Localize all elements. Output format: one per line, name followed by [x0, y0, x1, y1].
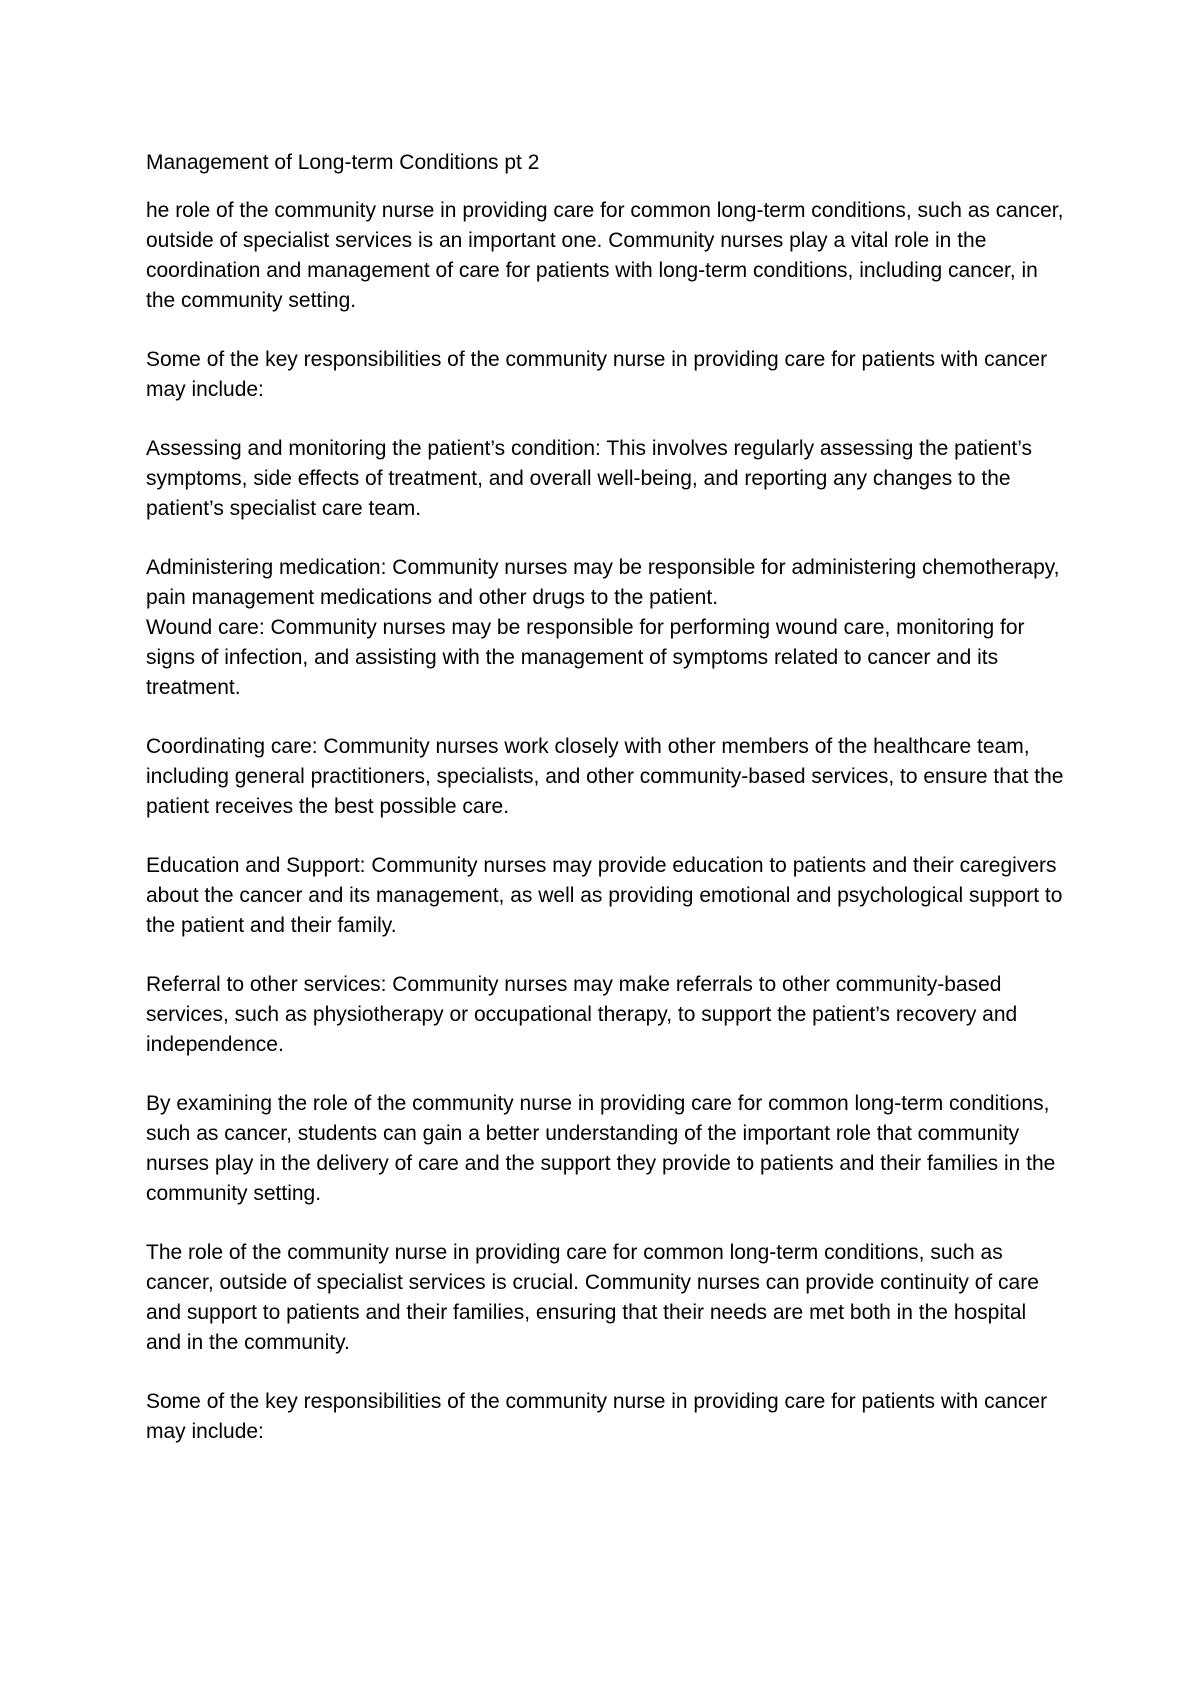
paragraph-administering-medication: Administering medication: Community nurses may be responsible for administering chemotherapy, pain management medications and other drugs to the patient.	[146, 556, 1060, 609]
document-title: Management of Long-term Conditions pt 2	[146, 151, 540, 174]
paragraph-role-crucial: The role of the community nurse in providing care for common long-term conditions, such as cancer, outside of specialist services is crucial. Community nurses can provide continuity of care and support to patients and their families, ensuring that their needs are met both in the hospital and in the community.	[146, 1241, 1039, 1354]
paragraph-examining-role: By examining the role of the community nurse in providing care for common long-term conditions, such as cancer, students can gain a better understanding of the important role that community nurses play in the delivery of care and the support they provide to patients and their families in the community setting.	[146, 1092, 1056, 1205]
paragraph-referral-services: Referral to other services: Community nurses may make referrals to other community-based services, such as physiotherapy or occupational therapy, to support the patient’s recovery and independence.	[146, 973, 1018, 1056]
paragraph-responsibilities-lead-repeat: Some of the key responsibilities of the community nurse in providing care for patients with cancer may include:	[146, 1390, 1048, 1443]
paragraph-responsibilities-lead: Some of the key responsibilities of the community nurse in providing care for patients with cancer may include:	[146, 348, 1048, 401]
paragraph-education-support: Education and Support: Community nurses may provide education to patients and their caregivers about the cancer and its management, as well as providing emotional and psychological support to the patient and their family.	[146, 854, 1063, 937]
paragraph-wound-care: Wound care: Community nurses may be responsible for performing wound care, monitoring for signs of infection, and assisting with the management of symptoms related to cancer and its treatment.	[146, 616, 1025, 699]
paragraph-intro: he role of the community nurse in providing care for common long-term conditions, such as cancer, outside of specialist services is an important one. Community nurses play a vital role in the coordination and management of care for patients with long-term conditions, including cancer, in the community setting.	[146, 199, 1064, 312]
document-body	[146, 148, 1066, 1476]
paragraph-assessing-monitoring: Assessing and monitoring the patient’s condition: This involves regularly assessing the patient’s symptoms, side effects of treatment, and overall well-being, and reporting any changes to the patient’s specialist care team.	[146, 437, 1033, 520]
paragraph-coordinating-care: Coordinating care: Community nurses work closely with other members of the healthcare team, including general practitioners, specialists, and other community-based services, to ensure that the patient receives the best possible care.	[146, 735, 1064, 818]
